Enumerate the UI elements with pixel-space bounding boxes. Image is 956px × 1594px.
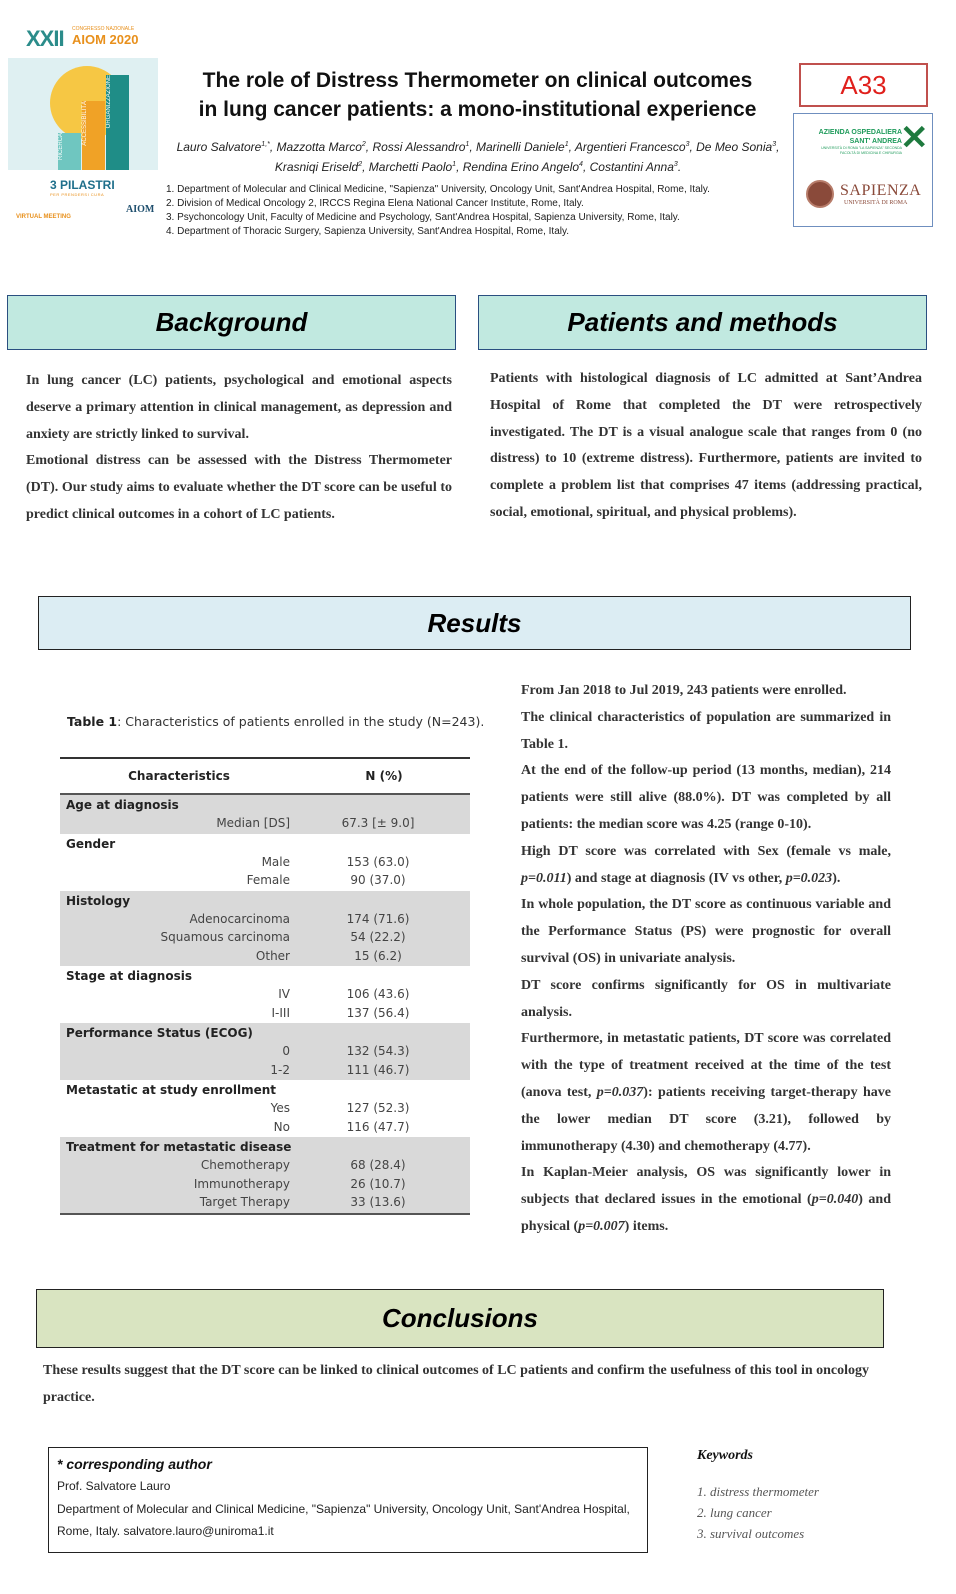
table-row: Male 153 (63.0) [261,854,410,869]
table-row: Adenocarcinoma 174 (71.6) [189,911,410,926]
background-heading: Background [7,295,456,350]
sapienza-seal-icon [806,180,834,208]
author: De Meo Sonia$^3$ [696,140,777,154]
table-group-label: Treatment for metastatic disease [66,1140,292,1154]
author: Lauro Salvatore$^{1,*}$ [176,140,270,154]
table-row: Yes 127 (52.3) [270,1101,410,1115]
author: Marchetti Paolo$^1$ [368,160,457,174]
hospital-logo-text: AZIENDA OSPEDALIERA SANT' ANDREA [818,129,902,145]
table-group [60,795,470,834]
table-header: Characteristics N (%) [60,759,470,795]
table-row: I-III 137 (56.4) [271,1005,410,1020]
author: Argentieri Francesco$^3$ [574,140,690,154]
corresponding-author-box [48,1447,648,1553]
hospital-logo-subtext: UNIVERSITÀ DI ROMA "LA SAPIENZA" SECONDA FACOLTÀ DI MEDICINA E CHIRURGIA [821,146,902,155]
table-group [60,1137,470,1213]
table-group-label: Metastatic at study enrollment [66,1083,277,1097]
methods-text: Patients with histological diagnosis of LC admitted at Sant’Andrea Hospital of Rome that completed the DT were retrospectively investigated. The DT is a visual analogue scale that ranges from 0 (no distress) to 10 (extreme distress). Furthermore, patients are invited to complete a problem list that comprises 47 items (addressing practical, social, emotional, spiritual, and physical problems). [490,371,922,520]
results-text: From Jan 2018 to Jul 2019, 243 patients were enrolled. The clinical characteristics of population are summarized in Table 1. At the end of the follow-up period (13 months, median), 214 patients were still alive (88.0%). DT was completed by all patients: the median score was 4.25 (range 0-10). High DT score was correlated with Sex (female vs male, p=0.011) and stage at diagnosis (IV vs other, p=0.023). In whole population, the DT score as continuous variable and the Performance Status (PS) were prognostic for overall survival (OS) in univariate analysis. DT score confirms significantly for OS in multivariate analysis. Furthermore, in metastatic patients, DT score was correlated with the type of treatment received at the time of the test (anova test, p=0.037): patients receiving target-therapy have the lower median DT score (3.21), followed by immunotherapy (4.30) and chemotherapy (4.77). In Kaplan-Meier analysis, OS was significantly lower in subjects that declared issues in the emotional (p=0.040) and physical (p=0.007) items. [521,683,892,1234]
keywords-title: Keywords [697,1448,753,1463]
patient-characteristics-table [60,757,470,1215]
table-row: 1-2 111 (46.7) [270,1062,410,1077]
keyword-item: 3. survival outcomes [697,1526,805,1541]
affiliation: 4. Department of Thoracic Surgery, Sapienza University, Sant'Andrea Hospital, Rome, Italy. [166,226,570,237]
author-list: Lauro Salvatore$^{1,*}$, Mazzotta Marco$^2$, Rossi Alessandro$^1$, Marinelli Daniele$^1$, Argentieri Francesco$^3$, De Meo Sonia$^3$, Krasniqi Eriseld$^2$, Marchetti Paolo$^1$, Rendina Erino Angelo$^4$, Costantini Anna$^3$. [176,140,780,174]
table-row: Squamous carcinoma 54 (22.2) [160,930,406,944]
background-text: In lung cancer (LC) patients, psychological and emotional aspects deserve a primary attention in clinical management, as depression and anxiety are strictly linked to survival. Emotional distress can be assessed with the Distress Thermometer (DT). Our study aims to evaluate whether the DT score can be useful to predict clinical outcomes in a cohort of LC patients. [26,373,452,522]
results-heading: Results [38,596,911,650]
table-row: Female 90 (37.0) [246,873,406,887]
keyword-item: 2. lung cancer [697,1505,772,1520]
table-group-label: Performance Status (ECOG) [66,1026,253,1040]
logo-congress: CONGRESSO NAZIONALE [72,26,135,32]
logo-subtagline: PER PRENDERSI CURA [50,192,105,197]
pillar-bar: ORGANIZZAZIONE [106,75,129,173]
table-caption: Table 1: Characteristics of patients enrolled in the study (N=243). [67,714,485,729]
aiom-org-logo: AIOM [126,204,155,215]
table-group-label: Histology [66,893,131,908]
affiliation: 2. Division of Medical Oncology 2, IRCCS Regina Elena National Cancer Institute, Rome, Italy. [166,198,584,209]
table-group-label: Gender [66,836,116,851]
methods-heading: Patients and methods [478,295,927,350]
table-row: Chemotherapy 68 (28.4) [200,1158,406,1172]
pillar-bar: ACCESSIBILITÀ [82,101,105,173]
affiliations-list [166,183,786,239]
table-row: Median [DS] 67.3 [± 9.0] [216,816,415,830]
keywords [697,1446,937,1544]
poster-title: The role of Distress Thermometer on clinical outcomes in lung cancer patients: a mono-institutional experience [198,69,757,121]
university-logo-text: SAPIENZA [840,182,922,199]
logo-format: VIRTUAL MEETING [16,214,71,220]
logo-tagline: 3 PILASTRI [50,178,115,192]
table-group [60,891,470,967]
table-row: Other 15 (6.2) [255,948,402,963]
table-row: 0 132 (54.3) [282,1044,410,1058]
corresponding-author-address: Department of Molecular and Clinical Medicine, "Sapienza" University, Oncology Unit, Sant'Andrea Hospital, Rome, Italy. salvatore.lauro@uniroma1.it [57,1502,630,1538]
author: Rendina Erino Angelo$^4$ [462,160,583,174]
logo-edition: XXII [26,26,64,51]
table-group [60,834,470,891]
hospital-x-mark-icon: ✕ [900,119,929,157]
author: Marinelli Daniele$^1$ [475,140,569,154]
institution-logos [793,113,933,227]
author: Costantini Anna$^3$ [589,160,678,174]
table-row: No 116 (47.7) [273,1119,410,1134]
keyword-item: 1. distress thermometer [697,1484,819,1499]
table-group [60,1023,470,1080]
author: Krasniqi Eriseld$^2$ [274,160,363,174]
conclusions-heading: Conclusions [36,1289,884,1348]
table-group-label: Age at diagnosis [66,798,179,812]
author: Mazzotta Marco$^2$ [276,140,366,154]
university-logo-subtext: UNIVERSITÀ DI ROMA [844,200,908,206]
aiom-2020-logo [8,18,158,228]
author: Rossi Alessandro$^1$ [372,140,470,154]
corresponding-author-title: * corresponding author [57,1456,212,1472]
corresponding-author-name: Prof. Salvatore Lauro [57,1479,171,1493]
abstract-code-badge: A33 [799,63,928,107]
affiliation: 3. Psychoncology Unit, Faculty of Medicine and Psychology, Sant'Andrea Hospital, Sapienza University, Rome, Italy. [166,212,680,223]
pillar-bar: RICERCA [58,133,81,173]
affiliation: 1. Department of Molecular and Clinical Medicine, "Sapienza" University, Oncology Unit, Sant'Andrea Hospital, Rome, Italy. [166,184,710,195]
conclusions-text: These results suggest that the DT score can be linked to clinical outcomes of LC patients and confirm the usefulness of this tool in oncology practice. [43,1363,870,1405]
table-group-label: Stage at diagnosis [66,969,192,983]
table-group [60,1080,470,1137]
table-group [60,966,470,1023]
table-row: IV 106 (43.6) [278,987,410,1001]
table-row: Target Therapy 33 (13.6) [199,1195,406,1209]
table-row: Immunotherapy 26 (10.7) [193,1176,406,1191]
logo-name: AIOM 2020 [72,32,139,47]
